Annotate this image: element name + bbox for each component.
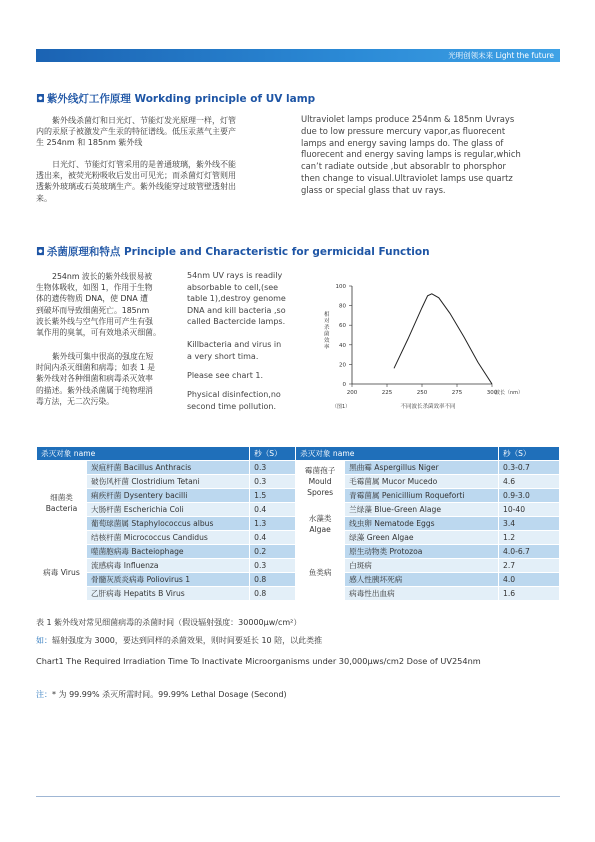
- organism-name: 线虫卵 Nematode Eggs: [345, 517, 499, 531]
- kill-seconds: 3.4: [499, 517, 560, 531]
- table-caption: 表 1 紫外线对常见细菌病毒的杀菌时间（假设辐射强度：30000μw/cm²）: [36, 618, 302, 627]
- section2-en-para3: [187, 370, 299, 382]
- heading-marker-icon: ◘: [36, 246, 45, 258]
- y-tick-label: 60: [339, 323, 346, 330]
- kill-seconds: 0.8: [250, 587, 296, 601]
- text-line: 氧作用的臭氧，可有效地杀灭细菌。: [36, 328, 161, 338]
- chart-ticks: [336, 284, 498, 396]
- y-tick-label: 100: [335, 284, 346, 290]
- text-line: due to low pressure mercury vapor,as fluorecent: [301, 125, 506, 136]
- section2-title: 杀菌原理和特点 Principle and Characteristic for germicidal Function: [46, 246, 430, 258]
- chart-axes: [352, 286, 492, 384]
- kill-seconds: 1.2: [499, 531, 560, 545]
- table-row: [37, 545, 560, 559]
- group-mould: 霉菌孢子 Mould Spores: [296, 461, 345, 503]
- text-line: table 1),destroy genome: [187, 294, 286, 304]
- text-line: 毒方法，无二次污染。: [36, 396, 114, 406]
- text-line: 内的汞原子被激发产生汞的特征谱线。低压汞蒸气主要产: [36, 127, 236, 137]
- footnote-text: * 为 99.99% 杀灭所需时间。99.99% Lethal Dosage (Second): [52, 690, 287, 699]
- group-bacteria: 细菌类 Bacteria: [37, 461, 87, 545]
- text-line: Please see chart 1.: [187, 371, 264, 380]
- section2-cn-para1: [36, 271, 176, 338]
- section1-cn-para2: [36, 159, 276, 204]
- text-line: 生物体吸收，如图 1，作用于生物: [36, 283, 153, 293]
- group-algae: 水藻类 Algae: [296, 503, 345, 545]
- header-bar: [36, 49, 560, 62]
- group-virus: 病毒 Virus: [37, 545, 87, 601]
- text-line: second time pollution.: [187, 401, 277, 411]
- organism-name: 绿藻 Green Algae: [345, 531, 499, 545]
- header-right-name: 杀灭对象 name: [296, 447, 499, 461]
- section2-en-para1: [187, 270, 299, 328]
- y-tick-label: 20: [339, 362, 346, 369]
- x-tick-label: 300: [486, 390, 498, 396]
- kill-seconds: 0.4: [250, 503, 296, 517]
- x-axis-label: 波长（nm）: [495, 390, 524, 396]
- text-line: 波长紫外线与空气作用可产生有强: [36, 316, 153, 326]
- kill-seconds: 10-40: [499, 503, 560, 517]
- figure-label: （图1）: [332, 404, 351, 410]
- text-line: called Bactercide lamps.: [187, 317, 286, 327]
- table-row: [37, 461, 560, 475]
- y-tick-label: 0: [342, 382, 346, 388]
- organism-name: 乙肝病毒 Hepatits B Virus: [87, 587, 250, 601]
- x-tick-label: 250: [416, 390, 428, 396]
- header-left-name: 杀灭对象 name: [37, 447, 250, 461]
- header-right-sec: 秒（S）: [499, 447, 560, 461]
- section2-heading: [36, 244, 430, 259]
- y-tick-label: 80: [339, 303, 346, 310]
- organism-name: 兰绿藻 Blue-Green Alage: [345, 503, 499, 517]
- kill-seconds: 0.3: [250, 559, 296, 573]
- text-line: 紫外线可集中很高的强度在短: [52, 352, 154, 361]
- organism-name: 病毒性出血病: [345, 587, 499, 601]
- organism-name: 痢疾杆菌 Dysentery bacilli: [87, 489, 250, 503]
- text-line: DNA and kill bacteria ,so: [187, 305, 286, 315]
- section1-title: 紫外线灯工作原理 Workding principle of UV lamp: [46, 93, 316, 105]
- organism-name: 噬菌胞病毒 Bacteiophage: [87, 545, 250, 559]
- section1-heading: [36, 91, 315, 106]
- kill-seconds: 0.3-0.7: [499, 461, 560, 475]
- kill-seconds: 0.8: [250, 573, 296, 587]
- text-line: a very short tima.: [187, 351, 259, 361]
- kill-seconds: 4.6: [499, 475, 560, 489]
- text-line: 透紫外玻璃或石英玻璃生产。紫外线能穿过玻管壁透射出: [36, 182, 236, 192]
- kill-seconds: 1.6: [499, 587, 560, 601]
- section2-cn-para2: [36, 351, 176, 407]
- text-line: 来。: [36, 193, 52, 203]
- footnote-prefix: 注：: [36, 690, 52, 699]
- kill-seconds: 0.3: [250, 475, 296, 489]
- kill-seconds: 2.7: [499, 559, 560, 573]
- kill-seconds: 0.3: [250, 461, 296, 475]
- x-tick-label: 200: [346, 390, 358, 396]
- text-line: 透出来，被荧光粉吸收后发出可见光；而杀菌灯灯管则用: [36, 171, 236, 181]
- kill-seconds: 4.0: [499, 573, 560, 587]
- organism-name: 感人性胰坏死病: [345, 573, 499, 587]
- text-line: can’t radiate outside ,but absorablr to phorsphor: [301, 161, 506, 172]
- organism-name: 炭疽杆菌 Bacillus Anthracis: [87, 461, 250, 475]
- text-line: 体的遗传物质 DNA，使 DNA 遭: [36, 294, 148, 304]
- section1-cn-para1: [36, 115, 276, 149]
- text-line: 254nm 波长的紫外线很易被: [52, 272, 153, 281]
- organism-name: 原生动物类 Protozoa: [345, 545, 499, 559]
- chart-caption-en: Chart1 The Required Irradiation Time To Inactivate Microorganisms under 30,000μws/cm2 Dose of UV254nm: [36, 656, 481, 666]
- efficiency-curve: [394, 294, 492, 384]
- kill-seconds: 0.2: [250, 545, 296, 559]
- heading-marker-icon: ◘: [36, 93, 45, 105]
- y-axis-label: 相对杀菌效率: [324, 312, 330, 351]
- organism-name: 毛霉菌属 Mucor Mucedo: [345, 475, 499, 489]
- kill-seconds: 1.3: [250, 517, 296, 531]
- section2-en-para4: [187, 389, 299, 412]
- organism-name: 流感病毒 Influenza: [87, 559, 250, 573]
- x-tick-label: 275: [451, 390, 463, 396]
- group-fish: 鱼类病: [296, 545, 345, 601]
- organism-name: 结核杆菌 Micrococcus Candidus: [87, 531, 250, 545]
- text-line: glass or special glass that uv rays.: [301, 184, 446, 195]
- text-line: 54nm UV rays is readily: [187, 271, 283, 280]
- text-line: Physical disinfection,no: [187, 390, 281, 399]
- text-line: 时间内杀灭细菌和病毒；如表 1 是: [36, 363, 156, 373]
- example-note: [36, 635, 322, 646]
- text-line: absorbable to cell,(see: [187, 282, 279, 292]
- organism-name: 黑曲霉 Aspergillus Niger: [345, 461, 499, 475]
- organism-name: 青霉菌属 Penicillium Roqueforti: [345, 489, 499, 503]
- kill-seconds: 0.4: [250, 531, 296, 545]
- text-line: 生 254nm 和 185nm 紫外线: [36, 138, 143, 148]
- example-prefix: 如：: [36, 636, 52, 645]
- header-slogan: 光明创领未来 Light the future: [448, 51, 554, 60]
- text-line: 到破坏而导致细菌死亡。185nm: [36, 305, 150, 315]
- chart-series: [394, 294, 492, 384]
- header-left-sec: 秒（S）: [250, 447, 296, 461]
- footer-divider: [36, 796, 560, 797]
- text-line: 日光灯、节能灯灯管采用的是普通玻璃，紫外线不能: [52, 160, 236, 169]
- text-line: 紫外线对各种细菌和病毒杀灭效率: [36, 374, 153, 384]
- section2-en-para2: [187, 339, 299, 362]
- text-line: 的描述。紫外线杀菌属于纯物理消: [36, 385, 153, 395]
- chart-caption: 不同波长杀菌效率不同: [400, 404, 456, 410]
- table-header-row: [37, 447, 560, 461]
- text-line: Killbacteria and virus in: [187, 340, 282, 349]
- sterilization-time-table: [36, 446, 560, 601]
- organism-name: 白斑病: [345, 559, 499, 573]
- germicidal-efficiency-chart: [310, 272, 530, 418]
- text-line: Ultraviolet lamps produce 254nm & 185nm Uvrays: [301, 114, 515, 124]
- kill-seconds: 1.5: [250, 489, 296, 503]
- x-tick-label: 225: [381, 390, 393, 396]
- y-tick-label: 40: [339, 342, 346, 349]
- organism-name: 大肠杆菌 Escherichia Coli: [87, 503, 250, 517]
- table-row: [37, 503, 560, 517]
- organism-name: 破伤风杆菌 Clostridium Tetani: [87, 475, 250, 489]
- organism-name: 葡萄球菌属 Staphylococcus albus: [87, 517, 250, 531]
- section1-en-para: [301, 114, 563, 197]
- kill-seconds: 0.9-3.0: [499, 489, 560, 503]
- text-line: lamps and energy saving lamps do. The glass of: [301, 137, 504, 148]
- organism-name: 骨髓灰质炎病毒 Poliovirus 1: [87, 573, 250, 587]
- text-line: then change to visual.Ultraviolet lamps use quartz: [301, 172, 513, 183]
- footnote: [36, 689, 287, 700]
- example-text: 辐射强度为 3000，要达到同样的杀菌效果，则时间要延长 10 陪，以此类推: [52, 636, 323, 645]
- kill-seconds: 4.0-6.7: [499, 545, 560, 559]
- text-line: 紫外线杀菌灯和日光灯、节能灯发光原理一样，灯管: [52, 116, 236, 125]
- text-line: fluorecent and energy saving lamps is regular,which: [301, 149, 521, 160]
